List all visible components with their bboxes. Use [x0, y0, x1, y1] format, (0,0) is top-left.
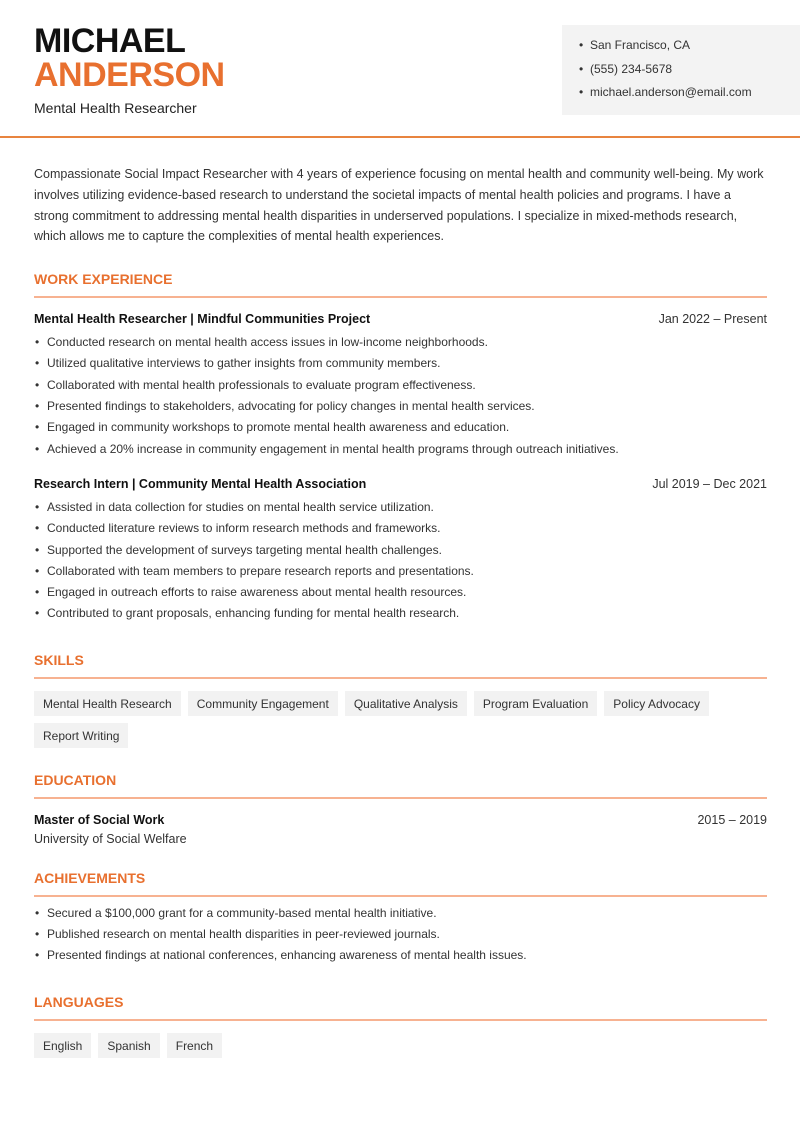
- school: University of Social Welfare: [34, 831, 187, 846]
- bullet-item: • Achieved a 20% increase in community engagement in mental health programs through outreach initiatives.: [34, 442, 767, 463]
- summary: Compassionate Social Impact Researcher with 4 years of experience focusing on mental health and community well-being. My work involves utilizing evidence-based research to understand the societal impacts of mental health policies and programs. I have a strong commitment to addressing mental health disparities in underserved populations. I specialize in mixed-methods research, which allows me to capture the complexities of mental health experiences.: [34, 167, 764, 244]
- job-title: Mental Health Researcher | Mindful Communities Project: [34, 312, 371, 327]
- achievement-item: • Published research on mental health disparities in peer-reviewed journals.: [34, 927, 767, 948]
- contact-box: [562, 25, 800, 115]
- bullet-item: • Collaborated with mental health professionals to evaluate program effectiveness.: [34, 378, 767, 399]
- last-name: ANDERSON: [34, 56, 225, 94]
- contact-phone: • (555) 234-5678: [579, 62, 800, 86]
- achievement-item: • Presented findings at national conferences, enhancing awareness of mental health issues.: [34, 948, 767, 969]
- job-date: Jan 2022 – Present: [658, 312, 767, 327]
- achievements-heading: ACHIEVEMENTS: [34, 870, 767, 897]
- achievements-list: [34, 906, 767, 970]
- education-entry: [34, 813, 767, 827]
- achievement-item: • Secured a $100,000 grant for a community-based mental health initiative.: [34, 906, 767, 927]
- education-date: 2015 – 2019: [697, 812, 767, 827]
- languages-heading: LANGUAGES: [34, 994, 767, 1021]
- bullet-item: • Contributed to grant proposals, enhancing funding for mental health research.: [34, 606, 767, 627]
- languages-list: [34, 1033, 767, 1058]
- bullet-item: • Conducted research on mental health access issues in low-income neighborhoods.: [34, 335, 767, 356]
- degree: Master of Social Work: [34, 812, 165, 827]
- contact-location: • San Francisco, CA: [579, 38, 800, 62]
- bullet-item: • Supported the development of surveys targeting mental health challenges.: [34, 543, 767, 564]
- education-heading: EDUCATION: [34, 772, 767, 799]
- job-date: Jul 2019 – Dec 2021: [652, 476, 767, 491]
- skill-tag: Program Evaluation: [474, 691, 597, 716]
- language-tag: Spanish: [98, 1033, 159, 1058]
- skill-tag: Qualitative Analysis: [345, 691, 467, 716]
- language-tag: French: [167, 1033, 222, 1058]
- bullet-item: • Assisted in data collection for studies on mental health service utilization.: [34, 500, 767, 521]
- bullet-item: • Collaborated with team members to prepare research reports and presentations.: [34, 564, 767, 585]
- bullet-item: • Conducted literature reviews to inform research methods and frameworks.: [34, 521, 767, 542]
- job-title: Research Intern | Community Mental Health Association: [34, 476, 367, 491]
- job-bullets: [34, 500, 767, 628]
- bullet-item: • Utilized qualitative interviews to gather insights from community members.: [34, 356, 767, 377]
- contact-email[interactable]: • michael.anderson@email.com: [579, 85, 800, 109]
- job-header: [34, 477, 767, 491]
- skill-tag: Policy Advocacy: [604, 691, 709, 716]
- job-bullets: [34, 335, 767, 463]
- resume-header: [0, 0, 800, 138]
- skill-tag: Report Writing: [34, 723, 128, 748]
- language-tag: English: [34, 1033, 91, 1058]
- skill-tag: Community Engagement: [188, 691, 338, 716]
- first-name: MICHAEL: [34, 22, 186, 60]
- skills-list: [34, 691, 767, 748]
- work-heading: WORK EXPERIENCE: [34, 271, 767, 298]
- job-list: [34, 312, 767, 628]
- skills-heading: SKILLS: [34, 652, 767, 679]
- bullet-item: • Presented findings to stakeholders, advocating for policy changes in mental health services.: [34, 399, 767, 420]
- skill-tag: Mental Health Research: [34, 691, 181, 716]
- bullet-item: • Engaged in community workshops to promote mental health awareness and education.: [34, 420, 767, 441]
- job-role: Mental Health Researcher: [34, 100, 197, 116]
- job-header: [34, 312, 767, 326]
- bullet-item: • Engaged in outreach efforts to raise awareness about mental health resources.: [34, 585, 767, 606]
